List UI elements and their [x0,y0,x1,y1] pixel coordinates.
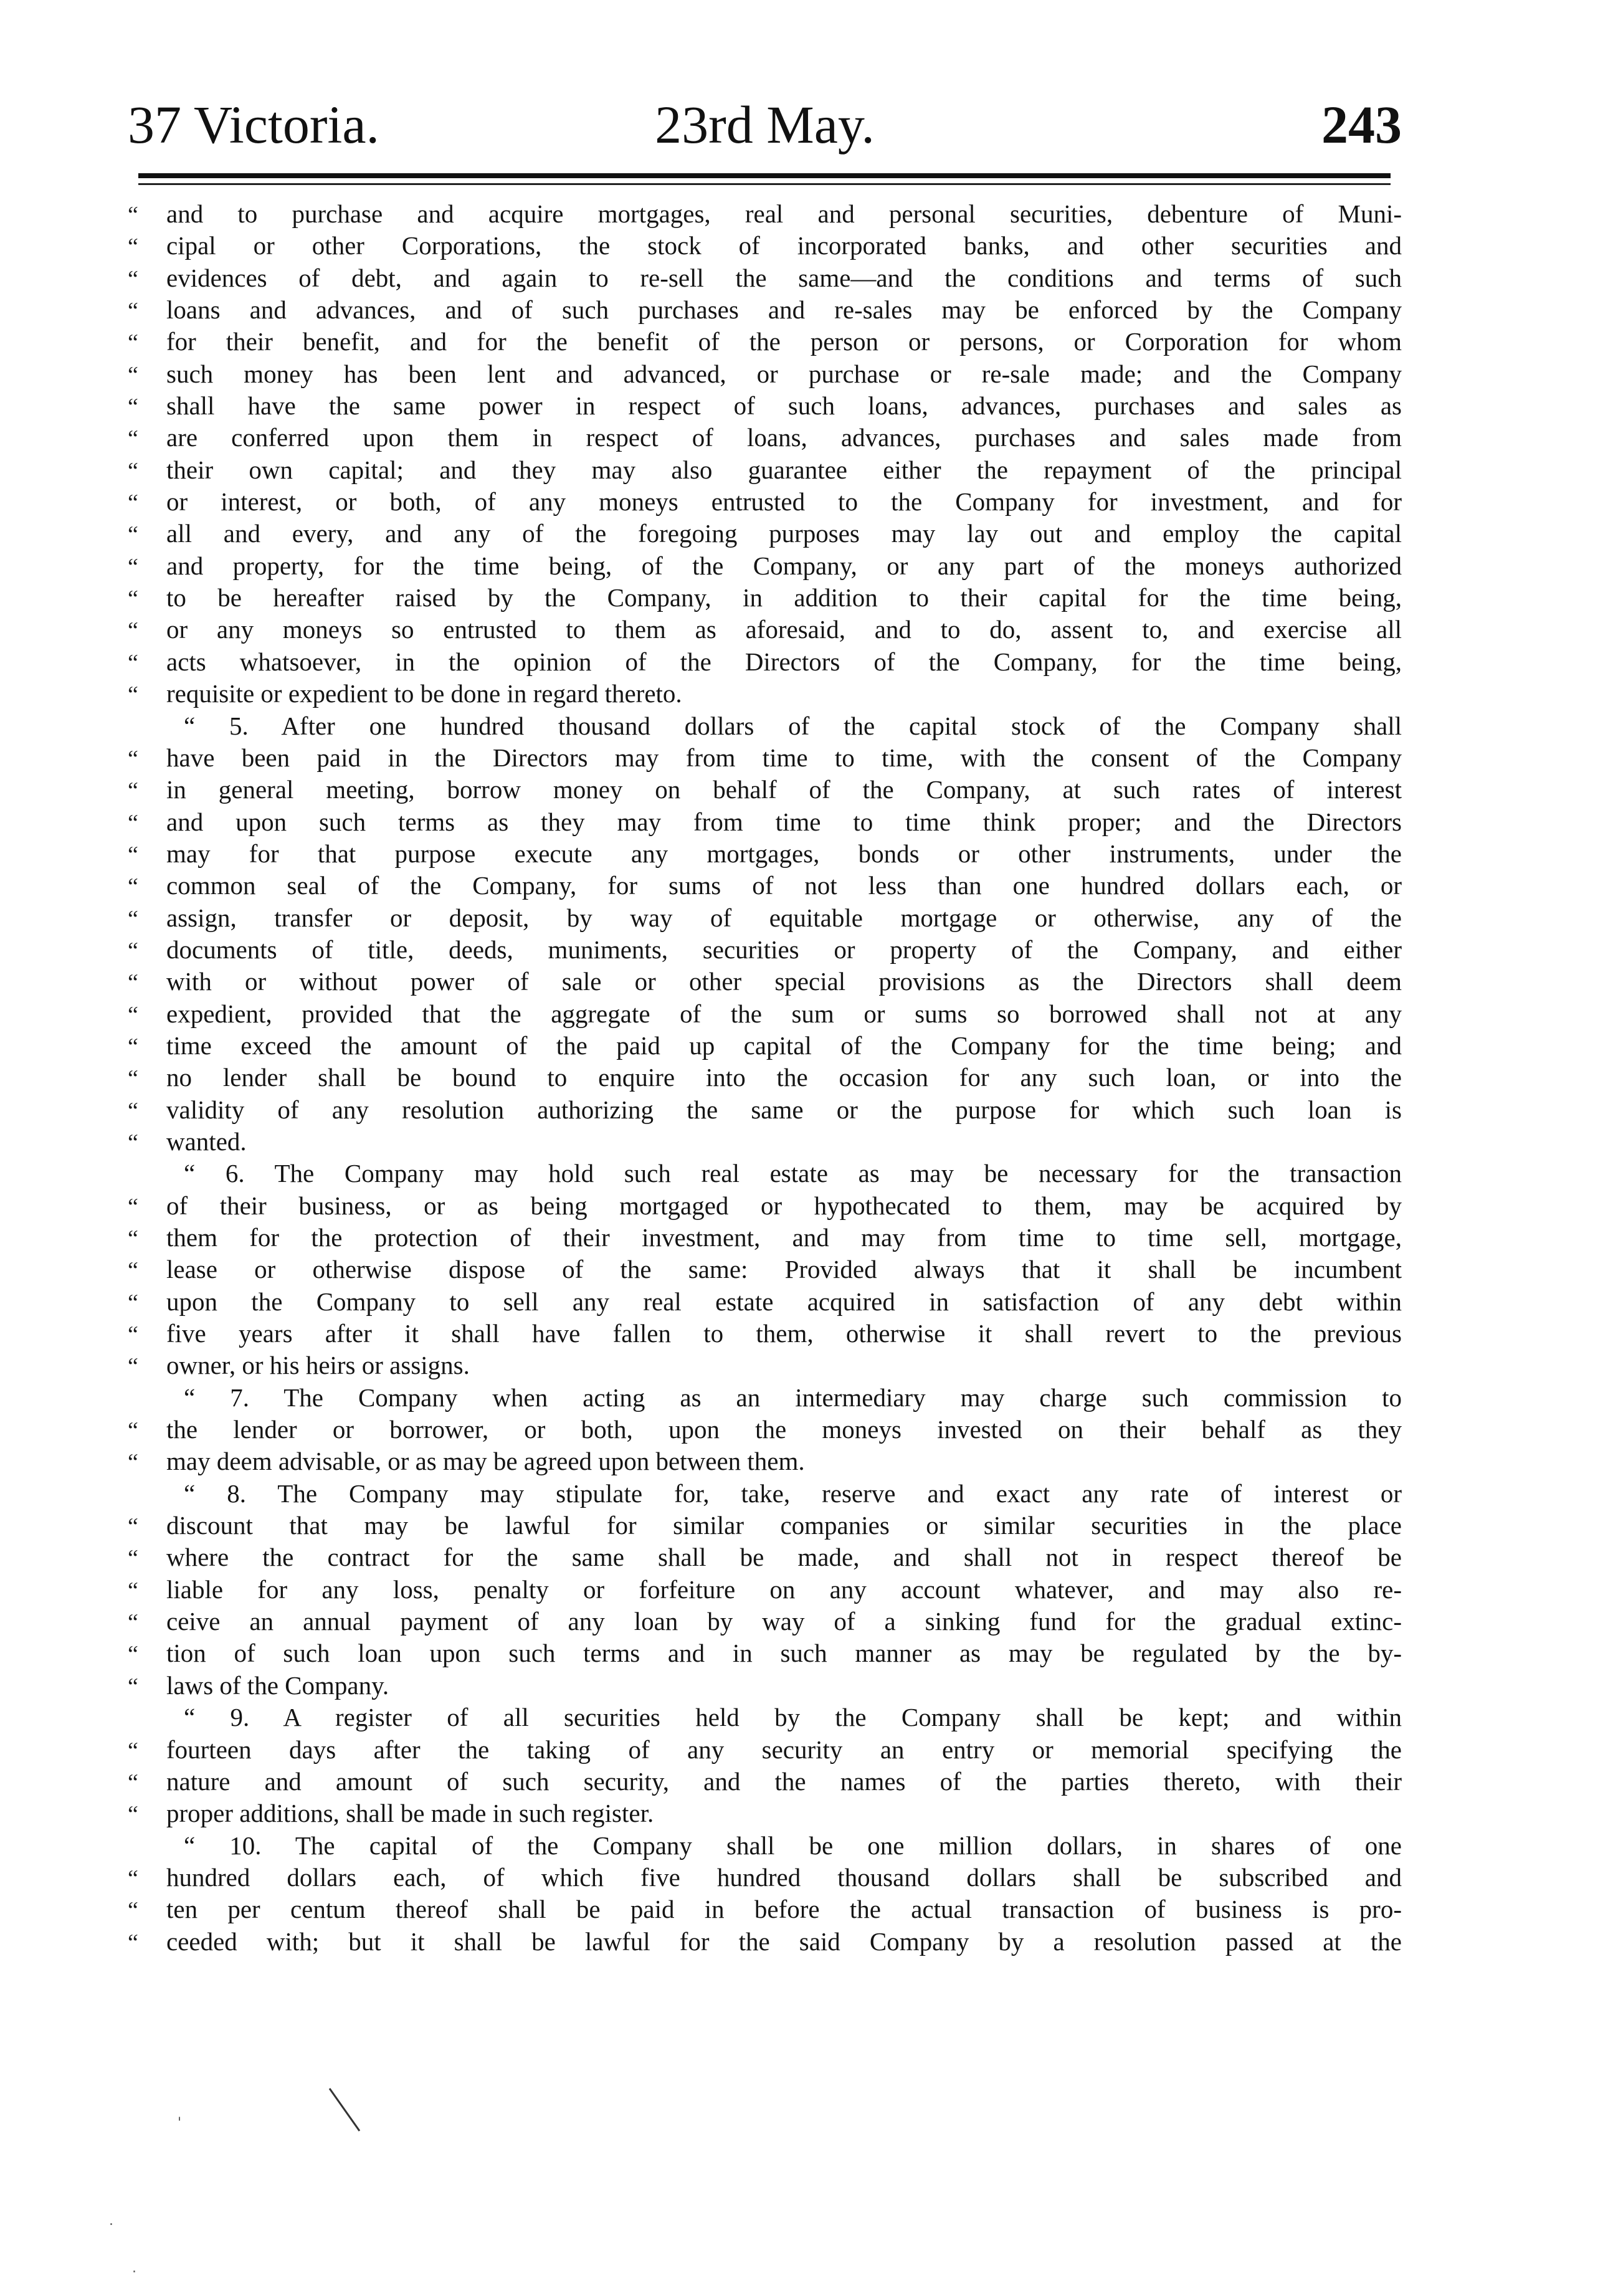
line-text: “ 7. The Company when acting as an intermediary may charge such commission to [184,1383,1402,1412]
quotation-mark: “ [128,937,138,964]
text-line [128,1350,1402,1381]
line-text: ceive an annual payment of any loan by way of a sinking fund for the gradual extinc- [166,1607,1402,1636]
text-line [128,1222,1402,1254]
line-text: laws of the Company. [166,1670,389,1700]
text-line [128,1606,1402,1637]
quotation-mark: “ [128,1641,138,1668]
quotation-mark: “ [128,1226,138,1252]
line-text: shall have the same power in respect of such loans, advances, purchases and sales as [166,391,1402,421]
header-statute-year: 37 Victoria. [128,95,380,155]
scan-stroke-mark [327,2086,364,2136]
text-line [128,678,1402,710]
line-text: cipal or other Corporations, the stock of incorporated banks, and other securities and [166,231,1402,260]
text-line [128,806,1402,838]
text-line [128,1126,1402,1158]
quotation-mark: “ [128,1897,138,1924]
text-line [128,454,1402,486]
line-text: where the contract for the same shall be made, and shall not in respect thereof be [166,1543,1402,1572]
line-text: discount that may be lawful for similar companies or similar securities in the place [166,1511,1402,1540]
text-line [128,1254,1402,1285]
line-text: or interest, or both, of any moneys entrusted to the Company for investment, and for [166,487,1402,517]
quotation-mark: “ [128,1545,138,1572]
quotation-mark: “ [128,330,138,356]
quotation-mark: “ [128,522,138,548]
text-line [128,582,1402,614]
line-text: them for the protection of their investment, and may from time to time sell, mortgage, [166,1223,1402,1252]
quotation-mark: “ [128,265,138,292]
line-text: validity of any resolution authorizing the same or the purpose for which such loan is [166,1095,1402,1124]
paragraph-first-line [128,710,1402,742]
text-line [128,614,1402,645]
statute-body-text [128,198,1402,1958]
quotation-mark: “ [128,298,138,325]
line-text: fourteen days after the taking of any security an entry or memorial specifying the [166,1735,1402,1764]
header-date: 23rd May. [655,95,875,155]
line-text: or any moneys so entrusted to them as aforesaid, and to do, assent to, and exercise all [166,615,1402,644]
line-text: “ 8. The Company may stipulate for, take, reserve and exact any rate of interest or [184,1479,1402,1508]
text-line [128,742,1402,774]
header-rule-thick [138,173,1391,178]
quotation-mark: “ [128,617,138,644]
text-line [128,1286,1402,1318]
quotation-mark: “ [128,745,138,772]
line-text: “ 10. The capital of the Company shall be one million dollars, in shares of one [184,1831,1402,1860]
quotation-mark: “ [128,809,138,836]
quotation-mark: “ [128,1513,138,1540]
quotation-mark: “ [128,1257,138,1284]
quotation-mark: “ [128,1673,138,1700]
quotation-mark: “ [128,905,138,932]
line-text: and upon such terms as they may from time to time think proper; and the Directors [166,807,1402,836]
line-text: proper additions, shall be made in such register. [166,1799,654,1828]
line-text: to be hereafter raised by the Company, in addition to their capital for the time being, [166,583,1402,612]
line-text: acts whatsoever, in the opinion of the Directors of the Company, for the time being, [166,647,1402,676]
page-number: 243 [1321,95,1402,155]
quotation-mark: “ [128,1001,138,1028]
quotation-mark: “ [128,1449,138,1476]
text-line [128,1798,1402,1829]
quotation-mark: “ [128,1609,138,1636]
line-text: owner, or his heirs or assigns. [166,1351,470,1380]
paragraph-first-line [128,1478,1402,1510]
line-text: for their benefit, and for the benefit of the person or persons, or Corporation for whom [166,327,1402,356]
text-line [128,1766,1402,1798]
line-text: may for that purpose execute any mortgages, bonds or other instruments, under the [166,839,1402,868]
text-line [128,1541,1402,1573]
quotation-mark: “ [128,874,138,900]
quotation-mark: “ [128,1353,138,1380]
quotation-mark: “ [128,841,138,868]
quotation-mark: “ [128,361,138,388]
scan-speck: ' [178,2115,182,2131]
text-line [128,390,1402,422]
quotation-mark: “ [128,426,138,452]
quotation-mark: “ [128,1322,138,1348]
quotation-mark: “ [128,1065,138,1092]
text-line [128,230,1402,262]
text-line [128,1094,1402,1126]
text-line [128,1926,1402,1958]
paragraph-first-line [128,1702,1402,1733]
line-text: ceeded with; but it shall be lawful for the said Company by a resolution passed at the [166,1927,1402,1956]
text-line [128,518,1402,550]
line-text: “ 5. After one hundred thousand dollars of the capital stock of the Company shall [184,711,1402,740]
text-line [128,870,1402,902]
line-text: and to purchase and acquire mortgages, real and personal securities, debenture of Muni- [166,199,1402,228]
text-line [128,294,1402,326]
text-line [128,262,1402,294]
text-line [128,1893,1402,1925]
line-text: ten per centum thereof shall be paid in before the actual transaction of business is pro- [166,1895,1402,1924]
quotation-mark: “ [128,1417,138,1444]
paragraph-first-line [128,1158,1402,1189]
text-line [128,550,1402,582]
quotation-mark: “ [128,202,138,228]
line-text: lease or otherwise dispose of the same: Provided always that it shall be incumbent [166,1255,1402,1284]
quotation-mark: “ [128,1097,138,1124]
page-header [128,87,1402,162]
text-line [128,1574,1402,1606]
line-text: are conferred upon them in respect of loans, advances, purchases and sales made from [166,423,1402,452]
line-text: the lender or borrower, or both, upon the moneys invested on their behalf as they [166,1415,1402,1444]
text-line [128,1637,1402,1669]
quotation-mark: “ [128,649,138,676]
text-line [128,1670,1402,1702]
line-text: “ 6. The Company may hold such real estate as may be necessary for the transaction [184,1159,1402,1188]
scan-speck: . [132,2260,136,2276]
paragraph-first-line [128,1830,1402,1862]
line-text: tion of such loan upon such terms and in such manner as may be regulated by the by- [166,1639,1402,1668]
line-text: with or without power of sale or other special provisions as the Directors shall deem [166,967,1402,996]
quotation-mark: “ [128,490,138,517]
quotation-mark: “ [128,778,138,804]
text-line [128,1190,1402,1222]
text-line [128,966,1402,998]
scan-speck: . [109,2213,113,2229]
line-text: assign, transfer or deposit, by way of equitable mortgage or otherwise, any of the [166,903,1402,932]
quotation-mark: “ [128,1769,138,1796]
quotation-mark: “ [128,1929,138,1956]
line-text: requisite or expedient to be done in regard thereto. [166,679,682,708]
text-line [128,1862,1402,1893]
line-text: no lender shall be bound to enquire into the occasion for any such loan, or into the [166,1063,1402,1092]
quotation-mark: “ [128,1577,138,1604]
text-line [128,1510,1402,1541]
text-line [128,486,1402,518]
quotation-mark: “ [128,1865,138,1892]
line-text: upon the Company to sell any real estate acquired in satisfaction of any debt within [166,1287,1402,1316]
line-text: have been paid in the Directors may from time to time, with the consent of the Company [166,743,1402,772]
line-text: may deem advisable, or as may be agreed upon between them. [166,1447,805,1476]
text-line [128,1030,1402,1062]
quotation-mark: “ [128,234,138,260]
quotation-mark: “ [128,394,138,421]
line-text: in general meeting, borrow money on behalf of the Company, at such rates of interest [166,775,1402,804]
line-text: five years after it shall have fallen to them, otherwise it shall revert to the previous [166,1319,1402,1348]
quotation-mark: “ [128,1801,138,1828]
line-text: common seal of the Company, for sums of not less than one hundred dollars each, or [166,871,1402,900]
quotation-mark: “ [128,1737,138,1764]
line-text: such money has been lent and advanced, or purchase or re-sale made; and the Company [166,359,1402,388]
quotation-mark: “ [128,457,138,484]
line-text: evidences of debt, and again to re-sell the same—and the conditions and terms of such [166,263,1402,292]
text-line [128,1446,1402,1477]
text-line [128,198,1402,230]
line-text: hundred dollars each, of which five hundred thousand dollars shall be subscribed and [166,1862,1402,1892]
text-line [128,422,1402,454]
line-text: expedient, provided that the aggregate of the sum or sums so borrowed shall not at any [166,999,1402,1028]
line-text: of their business, or as being mortgaged or hypothecated to them, may be acquired by [166,1191,1402,1220]
quotation-mark: “ [128,586,138,612]
line-text: loans and advances, and of such purchases and re-sales may be enforced by the Company [166,295,1402,325]
quotation-mark: “ [128,553,138,580]
text-line [128,1414,1402,1446]
text-line [128,326,1402,358]
text-line [128,1734,1402,1766]
text-line [128,1062,1402,1093]
quotation-mark: “ [128,1129,138,1156]
text-line [128,902,1402,934]
header-rule-thin [138,183,1391,185]
line-text: all and every, and any of the foregoing purposes may lay out and employ the capital [166,519,1402,548]
text-line [128,838,1402,870]
line-text: wanted. [166,1127,247,1156]
line-text: nature and amount of such security, and the names of the parties thereto, with their [166,1766,1402,1796]
line-text: liable for any loss, penalty or forfeiture on any account whatever, and may also re- [166,1574,1402,1604]
text-line [128,1318,1402,1350]
text-line [128,358,1402,390]
line-text: “ 9. A register of all securities held by the Company shall be kept; and within [184,1703,1402,1732]
quotation-mark: “ [128,1033,138,1060]
text-line [128,774,1402,806]
line-text: time exceed the amount of the paid up capital of the Company for the time being; and [166,1031,1402,1060]
quotation-mark: “ [128,1289,138,1316]
quotation-mark: “ [128,1193,138,1220]
quotation-mark: “ [128,682,138,708]
text-line [128,998,1402,1030]
paragraph-first-line [128,1382,1402,1414]
line-text: their own capital; and they may also guarantee either the repayment of the principal [166,455,1402,484]
line-text: and property, for the time being, of the Company, or any part of the moneys authorized [166,551,1402,580]
text-line [128,934,1402,966]
quotation-mark: “ [128,969,138,996]
text-line [128,646,1402,678]
line-text: documents of title, deeds, muniments, securities or property of the Company, and either [166,935,1402,964]
